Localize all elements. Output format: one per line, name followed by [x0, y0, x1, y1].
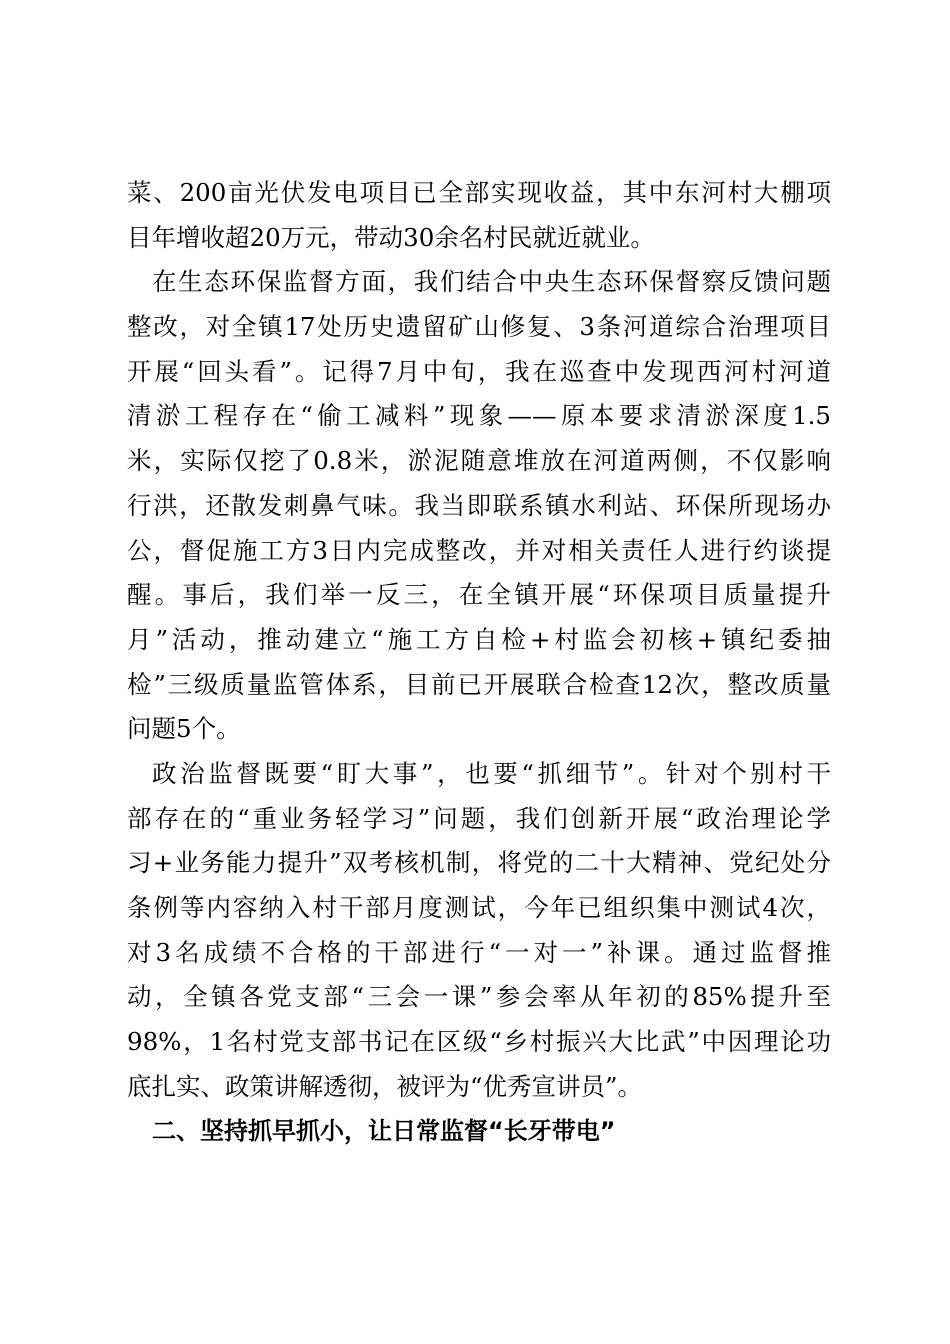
text-line: 部存在的“重业务轻学习”问题，我们创新开展“政治理论学: [127, 803, 831, 833]
text-line: 政治监督既要“盯大事”，也要“抓细节”。针对个别村干: [152, 758, 831, 788]
text-line: 动，全镇各党支部“三会一课”参会率从年初的85%提升至: [127, 982, 831, 1012]
paragraph: [127, 752, 831, 1110]
text-line: 行洪，还散发刺鼻气味。我当即联系镇水利站、环保所现场办: [127, 490, 831, 520]
text-line: 条例等内容纳入村干部月度测试，今年已组织集中测试4次，: [127, 893, 831, 922]
text-line: 对3名成绩不合格的干部进行“一对一”补课。通过监督推: [127, 937, 831, 967]
document-body: [127, 171, 831, 1154]
text-line: 公，督促施工方3日内完成整改，并对相关责任人进行约谈提: [127, 535, 831, 565]
text-line: 在生态环保监督方面，我们结合中央生态环保督察反馈问题: [152, 267, 831, 297]
paragraph: [127, 260, 831, 752]
section-heading: 二、坚持抓早抓小，让日常监督“长牙带电”: [152, 1117, 616, 1146]
text-line: 清淤工程存在“偷工减料”现象——原本要求清淤深度1.5: [127, 401, 831, 431]
text-line: 米，实际仅挖了0.8米，淤泥随意堆放在河道两侧，不仅影响: [127, 446, 831, 476]
text-line: 底扎实、政策讲解透彻，被评为“优秀宣讲员”。: [127, 1071, 643, 1101]
text-line: 开展“回头看”。记得7月中旬，我在巡查中发现西河村河道: [127, 356, 831, 386]
text-line: 习+业务能力提升”双考核机制，将党的二十大精神、党纪处分: [127, 848, 831, 878]
text-line: 菜、200亩光伏发电项目已全部实现收益，其中东河村大棚项: [127, 178, 831, 207]
text-line: 月”活动，推动建立“施工方自检+村监会初核+镇纪委抽: [127, 624, 831, 654]
text-line: 目年增收超20万元，带动30余名村民就近就业。: [127, 222, 655, 252]
text-line: 问题5个。: [127, 714, 241, 744]
text-line: 98%，1名村党支部书记在区级“乡村振兴大比武”中因理论功: [127, 1027, 831, 1057]
paragraph: [127, 171, 831, 260]
text-line: 检”三级质量监管体系，目前已开展联合检查12次，整改质量: [127, 669, 831, 699]
text-line: 整改，对全镇17处历史遗留矿山修复、3条河道综合治理项目: [127, 312, 831, 342]
text-line: 醒。事后，我们举一反三，在全镇开展“环保项目质量提升: [127, 580, 831, 610]
